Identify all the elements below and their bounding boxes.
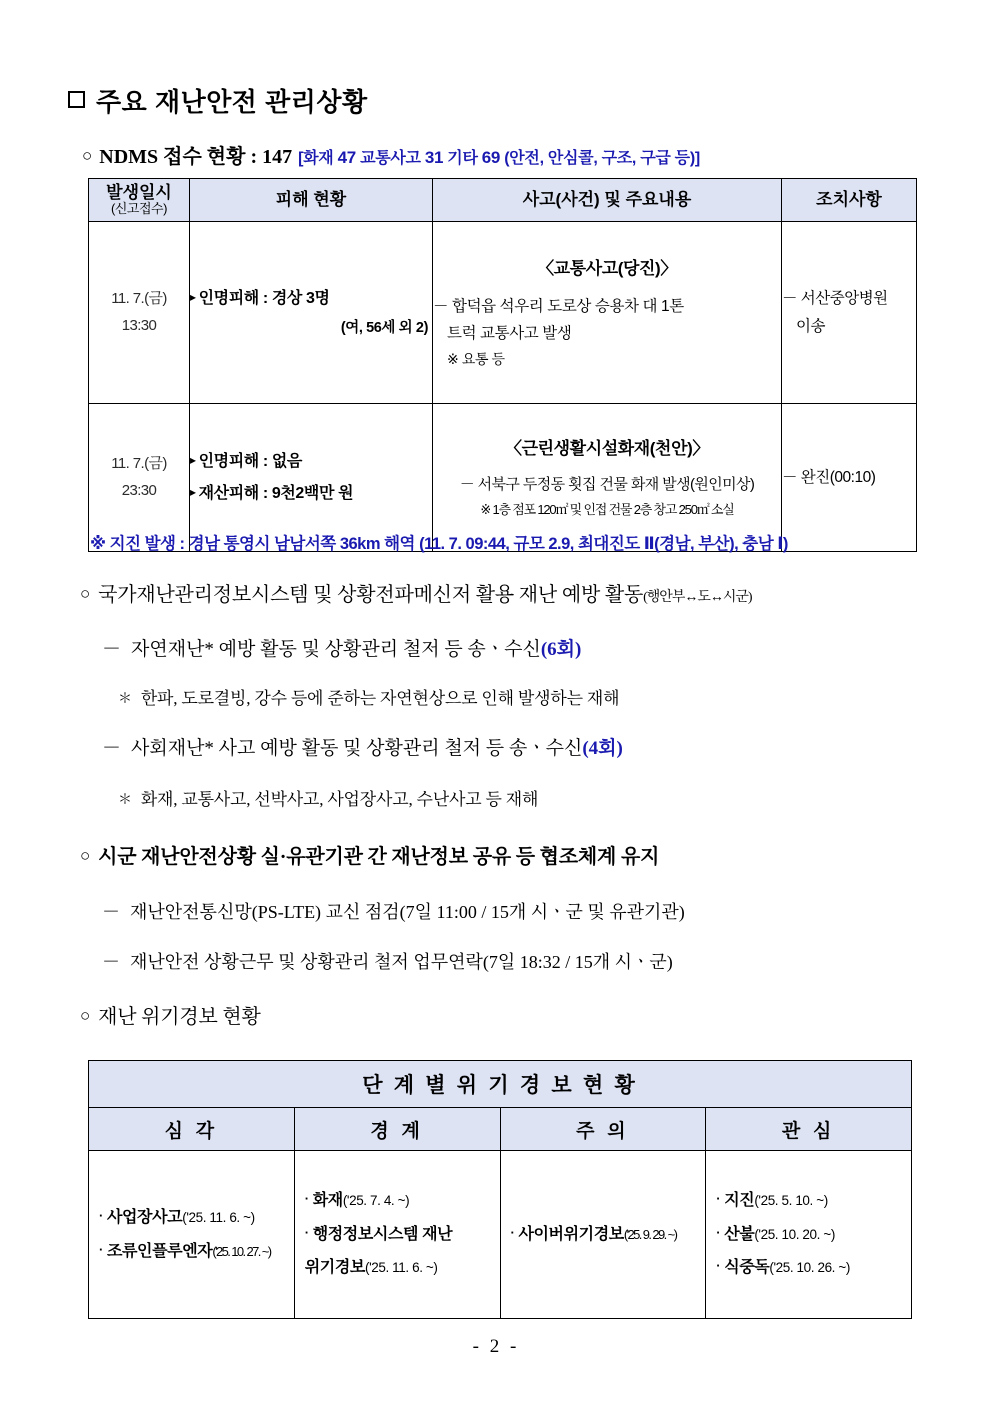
col-header-damage: 피해 현황	[190, 179, 433, 222]
alert-item	[716, 1218, 903, 1252]
ndms-breakdown-open: [화재	[298, 150, 338, 167]
alert-item-name: 행정정보시스템 재난	[312, 1225, 453, 1243]
dash-bullet-icon: －	[102, 902, 120, 922]
damage-subline: (여, 56세 외 2)	[340, 319, 428, 336]
square-bullet-icon	[68, 91, 85, 108]
incident-date: 11. 7.(금)	[111, 455, 167, 473]
ndms-total: 147	[262, 146, 293, 168]
cell-detail	[433, 222, 782, 404]
alert-item	[716, 1184, 903, 1218]
dot-bullet-icon: ·	[304, 1224, 309, 1240]
alert-table-header-row	[89, 1108, 912, 1151]
incident-time: 23:30	[121, 481, 157, 499]
circle-bullet-icon: ○	[80, 846, 91, 865]
alert-table-title: 단 계 별 위 기 경 보 현 황	[89, 1061, 912, 1108]
col-header-datetime-sub: (신고접수)	[111, 201, 167, 217]
detail-body: － 합덕읍 석우리 도로상 승용차 대 1톤	[433, 297, 684, 315]
col-header-caution: 주 의	[500, 1108, 706, 1151]
section-title-text: 시군 재난안전상황 실·유관기관 간 재난정보 공유 등 협조체계 유지	[98, 846, 660, 868]
table-row	[89, 222, 917, 404]
list-item-text: 자연재난* 예방 활동 및 상황관리 철저 등 송ㆍ수신	[131, 639, 541, 660]
ndms-breakdown	[298, 150, 700, 167]
alert-item-name: 사이버위기경보	[518, 1225, 624, 1243]
page-title	[68, 82, 368, 119]
alert-item-date: ('25. 10. 27. ~)	[212, 1243, 271, 1259]
col-header-datetime-main: 발생일시	[106, 183, 172, 203]
list-item-social-disaster-note	[118, 785, 538, 810]
alert-item	[99, 1201, 286, 1235]
col-header-severe: 심 각	[89, 1108, 295, 1151]
dash-bullet-icon: －	[102, 738, 122, 759]
list-item-ps-lte	[102, 898, 685, 924]
list-item-text: 재난안전통신망(PS-LTE) 교신 점검(7일 11:00 / 15개 시ㆍ군 및 유관기관)	[130, 902, 685, 922]
list-item-text: 화재, 교통사고, 선박사고, 사업장사고, 수난사고 등 재해	[140, 790, 539, 809]
page-title-text: 주요 재난안전 관리상황	[96, 87, 368, 117]
ndms-summary-line	[82, 140, 700, 169]
alert-item-name: 지진	[724, 1192, 755, 1210]
triangle-bullet-icon: ▸	[190, 289, 196, 304]
cell-damage	[190, 222, 433, 404]
alert-item	[305, 1218, 492, 1252]
earthquake-note: ※ 지진 발생 : 경남 통영시 남남서쪽 36km 해역 (11. 7. 09:44, 규모 2.9, 최대진도 Ⅱ(경남, 부산), 충남 Ⅰ)	[90, 535, 788, 553]
alert-item-name: 화재	[312, 1192, 343, 1210]
list-item-count: (4회)	[582, 738, 623, 759]
asterisk-bullet-icon: ＊	[118, 793, 132, 808]
col-header-detail: 사고(사건) 및 주요내용	[433, 179, 782, 222]
section-title-text: 국가재난관리정보시스템 및 상황전파메신저 활용 재난 예방 활동	[98, 584, 644, 606]
alert-item	[511, 1218, 698, 1252]
alert-item-date: ('25. 7. 4. ~)	[342, 1193, 410, 1209]
action-text-2: 이송	[796, 317, 825, 335]
alert-item-date: ('25. 11. 6. ~)	[182, 1209, 255, 1225]
dash-bullet-icon: －	[102, 952, 120, 972]
list-item-duty-contact	[102, 948, 673, 974]
action-text: － 완진(00:10)	[782, 468, 876, 486]
alert-item-date: ('25. 11. 6. ~)	[364, 1260, 438, 1276]
damage-text: 인명피해 : 경상 3명	[198, 289, 330, 307]
cell-severe	[89, 1151, 295, 1319]
incident-date: 11. 7.(금)	[111, 290, 167, 308]
alert-item-date: ('25. 10. 20. ~)	[754, 1226, 835, 1242]
alert-item	[99, 1235, 286, 1269]
dot-bullet-icon: ·	[716, 1191, 721, 1207]
col-header-datetime	[89, 179, 190, 222]
alert-item-name: 사업장사고	[106, 1208, 183, 1226]
damage-line	[190, 446, 432, 477]
alert-item-name-cont: 위기경보	[304, 1259, 365, 1277]
dash-bullet-icon: －	[102, 639, 122, 660]
list-item-natural-disaster-note	[118, 684, 619, 709]
col-header-alert: 경 계	[294, 1108, 500, 1151]
alert-table-title-row	[89, 1061, 912, 1108]
detail-body: － 서북구 두정동 횟집 건물 화재 발생(원인미상)	[459, 476, 755, 494]
alert-item-continued	[305, 1251, 492, 1285]
circle-bullet-icon: ○	[82, 146, 93, 165]
section-title-cooperation	[80, 840, 659, 869]
ndms-fire-count: 47	[337, 148, 356, 167]
list-item-natural-disaster	[102, 634, 581, 661]
triangle-bullet-icon: ▸	[190, 484, 196, 499]
alert-item	[305, 1184, 492, 1218]
ndms-other-label: 기타	[443, 150, 482, 167]
dot-bullet-icon: ·	[99, 1207, 103, 1223]
cell-datetime	[89, 222, 190, 404]
ndms-traffic-count: 31	[424, 148, 444, 167]
alert-item-date: ('25. 9. 29. ~)	[623, 1226, 677, 1242]
table-header-row	[89, 179, 917, 222]
detail-note: ※ 요통 등	[447, 350, 505, 367]
ndms-breakdown-tail: (안전, 안심콜, 구조, 구급 등)]	[500, 150, 700, 167]
list-item-text: 사회재난* 사고 예방 활동 및 상황관리 철저 등 송ㆍ수신	[131, 738, 583, 759]
cell-caution	[500, 1151, 706, 1319]
detail-title: 〈교통사고(당진)〉	[537, 258, 677, 278]
damage-text-2: 재산피해 : 9천2백만 원	[198, 484, 354, 502]
section-title-crisis-alert	[80, 1000, 261, 1029]
dot-bullet-icon: ·	[304, 1191, 309, 1207]
crisis-alert-table	[88, 1060, 912, 1319]
detail-body-2: 트럭 교통사고 발생	[447, 324, 572, 342]
section-title-national-system	[80, 578, 752, 607]
ndms-other-count: 69	[481, 148, 501, 167]
alert-table-body-row	[89, 1151, 912, 1319]
triangle-bullet-icon: ▸	[190, 453, 196, 468]
cell-action	[782, 404, 917, 552]
dot-bullet-icon: ·	[716, 1258, 721, 1274]
damage-line	[190, 283, 432, 314]
dot-bullet-icon: ·	[716, 1224, 721, 1240]
page-number: - 2 -	[472, 1336, 520, 1357]
detail-title: 〈근린생활시설화재(천안)〉	[505, 438, 709, 458]
asterisk-bullet-icon: ＊	[118, 692, 132, 707]
circle-bullet-icon: ○	[80, 584, 91, 603]
dot-bullet-icon: ·	[510, 1224, 515, 1240]
alert-item-date: ('25. 5. 10. ~)	[754, 1193, 828, 1209]
damage-text: 인명피해 : 없음	[198, 453, 302, 471]
action-text: － 서산중앙병원	[782, 289, 888, 307]
list-item-count: (6회)	[540, 639, 582, 660]
section-title-text: 재난 위기경보 현황	[98, 1006, 261, 1028]
dot-bullet-icon: ·	[99, 1241, 103, 1257]
incident-time: 13:30	[121, 316, 157, 334]
alert-item-name: 산불	[724, 1225, 755, 1243]
cell-alert	[294, 1151, 500, 1319]
detail-note: ※ 1층 점포 120㎡ 및 인접 건물 2층 창고 250㎡ 소실	[480, 501, 734, 517]
alert-item-date: ('25. 10. 26. ~)	[769, 1260, 850, 1276]
list-item-text: 한파, 도로결빙, 강수 등에 준하는 자연현상으로 인해 발생하는 재해	[140, 689, 620, 708]
ndms-label: NDMS 접수 현황 :	[99, 146, 263, 168]
list-item-text: 재난안전 상황근무 및 상황관리 철저 업무연락(7일 18:32 / 15개 시ㆍ군)	[130, 952, 673, 972]
ndms-traffic-label: 교통사고	[355, 150, 425, 167]
alert-item	[716, 1251, 903, 1285]
incident-table	[88, 178, 917, 552]
cell-action	[782, 222, 917, 404]
col-header-attention: 관 심	[706, 1108, 912, 1151]
list-item-social-disaster	[102, 733, 623, 760]
section-title-annotation: (행안부↔도↔시군)	[643, 590, 752, 605]
col-header-action: 조치사항	[782, 179, 917, 222]
alert-item-name: 조류인플루엔자	[106, 1242, 213, 1260]
circle-bullet-icon: ○	[80, 1006, 91, 1025]
damage-line-2	[190, 478, 432, 509]
alert-item-name: 식중독	[724, 1259, 770, 1277]
cell-attention	[706, 1151, 912, 1319]
